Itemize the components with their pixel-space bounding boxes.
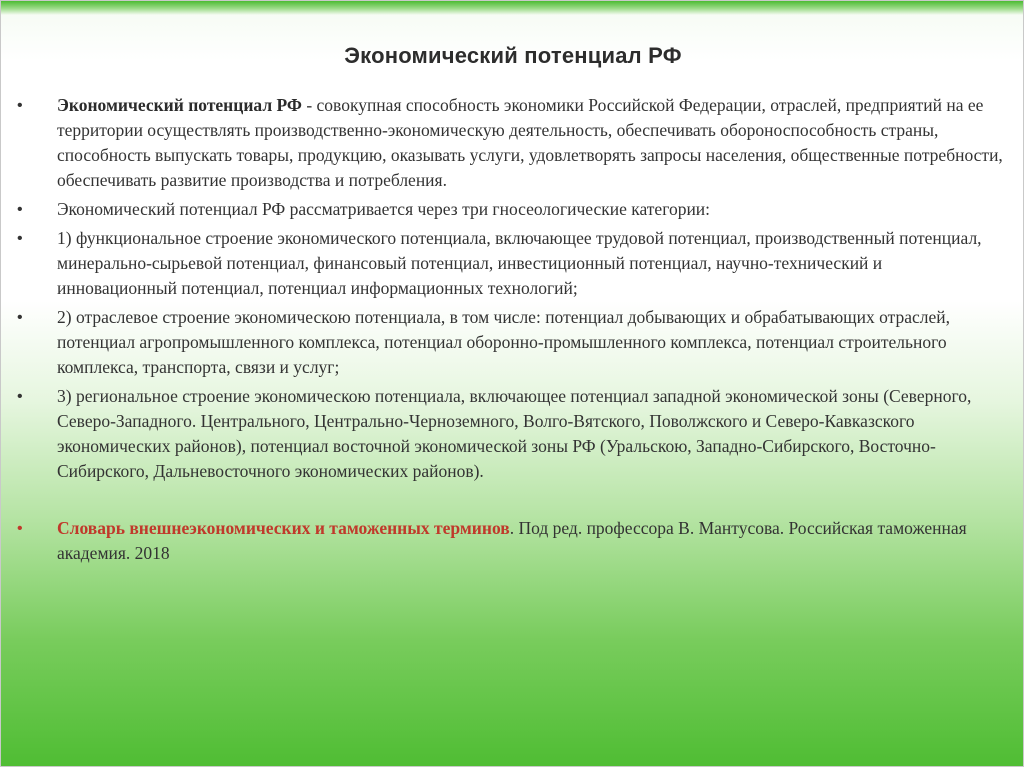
bullet-list [15,93,1005,570]
list-item-source [15,516,1005,566]
bullet-marker: • [17,520,23,537]
list-item-categories-intro [15,197,1005,222]
bullet-marker: • [17,201,23,218]
bullet-marker: • [17,388,23,405]
regional-structure-text: 3) региональное строение экономическою потенциала, включающее потенциал западной экономической зоны (Северного, Северо-Западного. Центрального, Центрально-Черноземного, Волго-Вятского, Поволжского и Северо-Кавказского экономических районов), потенциал восточной экономической зоны РФ (Уральскою, Западно-Сибирского, Восточно-Сибирского, Дальневосточного экономических районов). [57,386,972,481]
list-item-sectoral-structure [15,305,1005,380]
slide-title: Экономический потенциал РФ [344,43,682,68]
list-item-regional-structure [15,384,1005,484]
definition-text: - совокупная способность экономики Российской Федерации, отраслей, предприятий на ее территории осуществлять производственно-экономическую деятельность, обеспечивать обороноспособность страны, способность выпускать товары, продукцию, оказывать услуги, удовлетворять запросы населения, общественные потребности, обеспечивать развитие производства и потребления. [57,95,1003,190]
bullet-marker: • [17,309,23,326]
list-item-definition [15,93,1005,193]
definition-term: Экономический потенциал РФ [57,95,302,115]
top-green-band [1,1,1024,15]
source-text: . Под ред. профессора В. Мантусова. Российская таможенная академия. 2018 [57,518,967,563]
list-item-functional-structure [15,226,1005,301]
categories-intro-text: Экономический потенциал РФ рассматривается через три гносеологические категории: [57,199,711,219]
source-title: Словарь внешнеэкономических и таможенных терминов [57,518,510,538]
sectoral-structure-text: 2) отраслевое строение экономическою потенциала, в том числе: потенциал добывающих и обрабатывающих отраслей, потенциал агропромышленного комплекса, потенциал оборонно-промышленного комплекса, потенциал строительного комплекса, транспорта, связи и услуг; [57,307,951,377]
bullet-marker: • [17,97,23,114]
bullet-marker: • [17,230,23,247]
functional-structure-text: 1) функциональное строение экономического потенциала, включающее трудовой потенциал, производственный потенциал, минерально-сырьевой потенциал, финансовый потенциал, инвестиционный потенциал, научно-технический и инновационный потенциал, потенциал информационных технологий; [57,228,982,298]
